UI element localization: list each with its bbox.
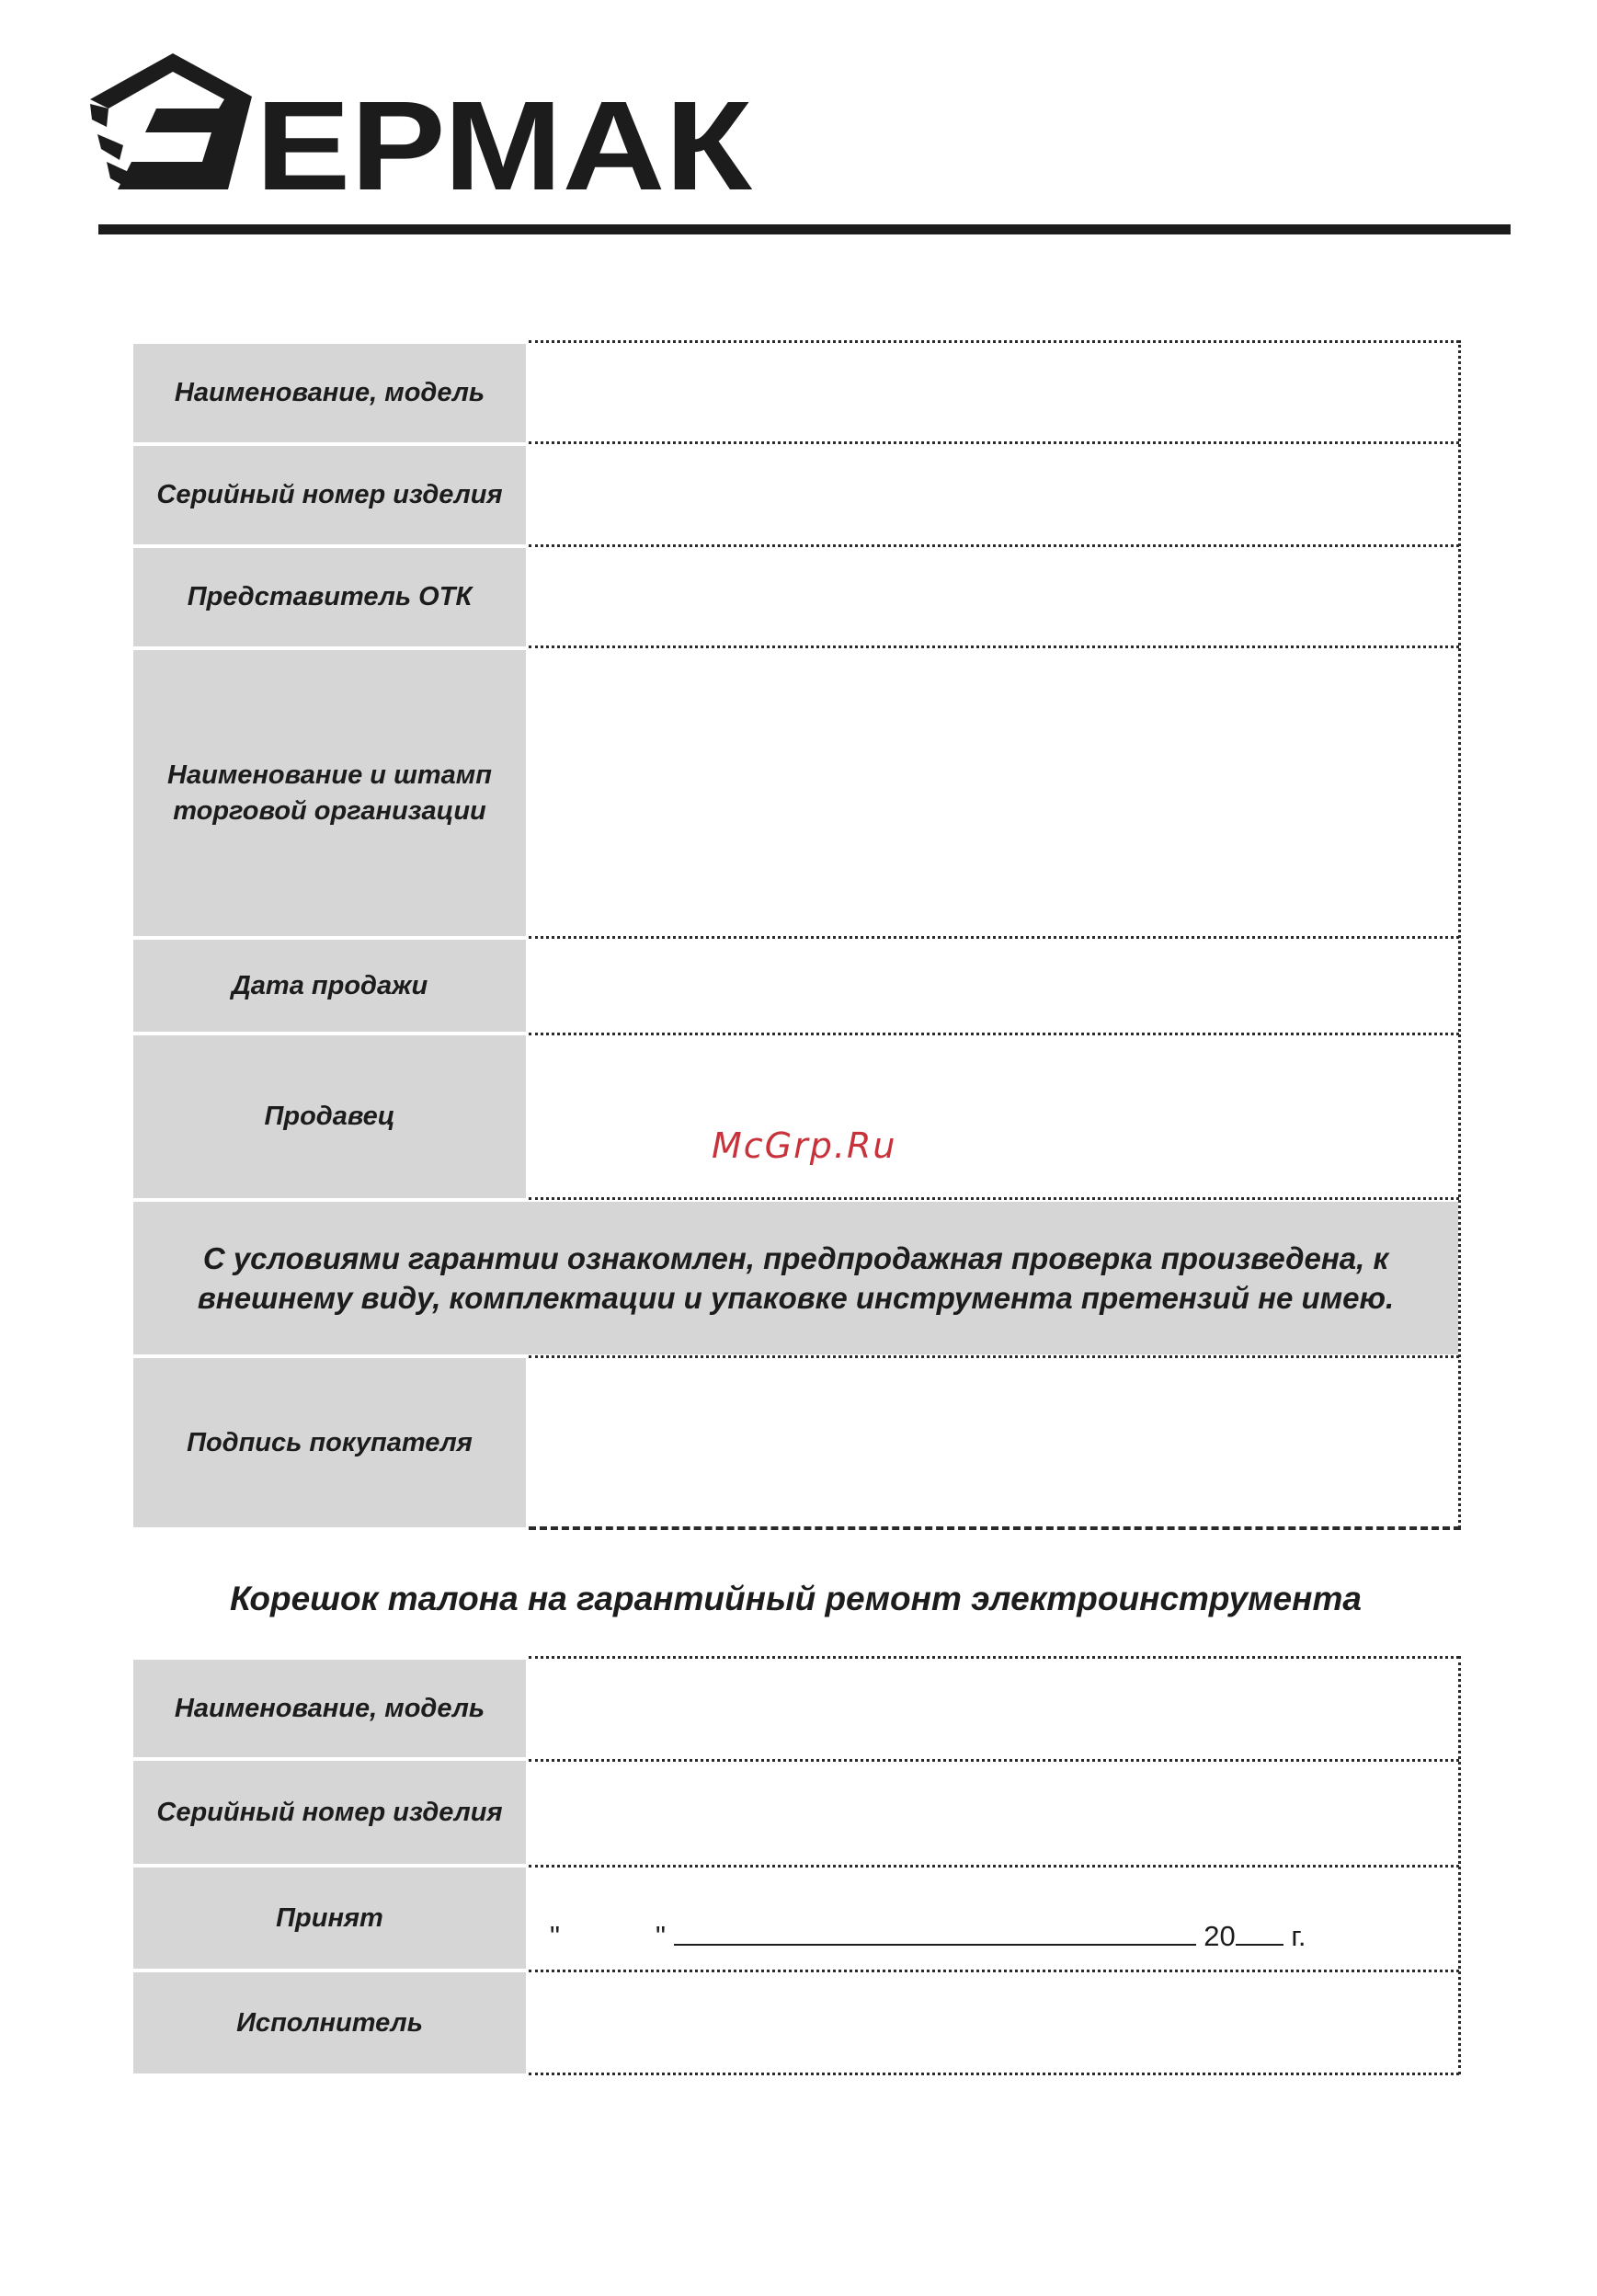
field-line — [529, 936, 1459, 939]
field-line — [529, 441, 1459, 444]
field-line — [529, 1197, 1459, 1200]
field-line — [529, 645, 1459, 648]
field-line — [529, 1033, 1459, 1035]
field-border — [1458, 1656, 1461, 2074]
field-line — [529, 1656, 1459, 1659]
field-line — [529, 1759, 1459, 1762]
quote-open: " — [550, 1920, 561, 1952]
year-suffix: г. — [1291, 1920, 1306, 1952]
field-line — [529, 2073, 1459, 2075]
label-serial-number: Серийный номер изделия — [133, 446, 526, 544]
label-buyer-signature: Подпись покупателя — [133, 1358, 526, 1527]
year-prefix: 20 — [1203, 1920, 1236, 1952]
year-blank — [1236, 1920, 1283, 1946]
brand-emblem-icon — [90, 53, 761, 191]
label-store-stamp: Наименование и штамп торговой организации — [133, 650, 526, 936]
brand-logo — [90, 53, 761, 196]
accepted-date-field — [550, 1920, 1306, 1953]
field-line — [529, 1970, 1459, 1972]
brand-name: ЕРМАК — [256, 75, 753, 191]
label-seller: Продавец — [133, 1035, 526, 1198]
field-line — [529, 1865, 1459, 1868]
field-line — [529, 1355, 1459, 1358]
field-line — [529, 340, 1459, 343]
stub-label-product-name: Наименование, модель — [133, 1660, 526, 1757]
cut-line — [529, 1526, 1461, 1530]
label-qc-representative: Представитель ОТК — [133, 548, 526, 646]
stub-title: Корешок талона на гарантийный ремонт электроинструмента — [230, 1580, 1362, 1617]
stub-label-executor: Исполнитель — [133, 1972, 526, 2073]
stub-label-accepted: Принят — [133, 1868, 526, 1969]
stub-label-serial-number: Серийный номер изделия — [133, 1761, 526, 1864]
header-rule — [98, 224, 1511, 234]
field-border — [1458, 340, 1461, 1528]
label-product-name: Наименование, модель — [133, 344, 526, 442]
field-line — [529, 544, 1459, 547]
label-sale-date: Дата продажи — [133, 940, 526, 1032]
month-blank — [674, 1920, 1196, 1946]
watermark: McGrp.Ru — [712, 1125, 897, 1166]
warranty-acknowledgement: С условиями гарантии ознакомлен, предпродажная проверка произведена, к внешнему виду, комплектации и упаковке инструмента претензий не имею. — [133, 1202, 1458, 1354]
quote-close: " — [656, 1920, 667, 1952]
